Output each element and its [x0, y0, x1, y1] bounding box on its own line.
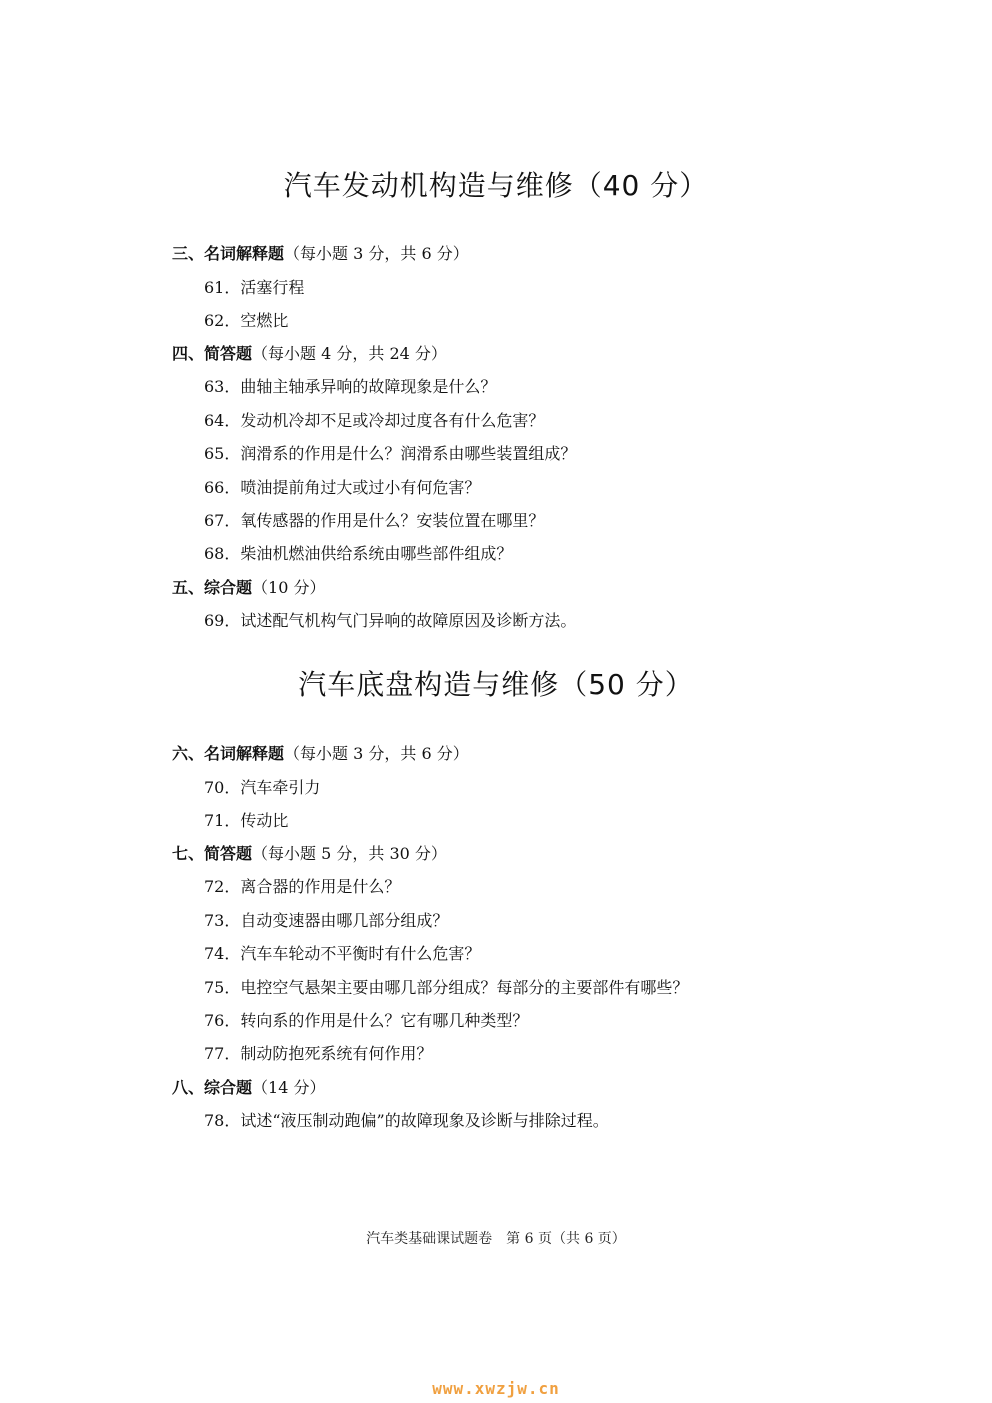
question-74: 74．汽车车轮动不平衡时有什么危害？ [204, 944, 481, 963]
question-65: 65．润滑系的作用是什么？润滑系由哪些装置组成？ [204, 444, 577, 463]
question-62: 62．空燃比 [204, 311, 289, 330]
section-title-chassis: 汽车底盘构造与维修（50 分） [298, 668, 694, 701]
question-70: 70．汽车牵引力 [204, 778, 321, 797]
group-note: （每小题 3 分，共 6 分） [284, 244, 469, 263]
group-label: 三、名词解释题 [172, 244, 285, 263]
group-label: 五、综合题 [172, 578, 253, 597]
group-heading-3 [172, 241, 469, 264]
page-footer: 汽车类基础课试题卷 第 6 页（共 6 页） [366, 1231, 626, 1247]
group-heading-5 [172, 575, 325, 598]
group-note: （每小题 5 分，共 30 分） [252, 844, 447, 863]
group-heading-8 [172, 1075, 325, 1098]
group-heading-7 [172, 841, 447, 864]
group-note: （每小题 4 分，共 24 分） [252, 344, 447, 363]
section-title-engine: 汽车发动机构造与维修（40 分） [283, 169, 709, 202]
group-note: （14 分） [252, 1078, 326, 1097]
group-note: （每小题 3 分，共 6 分） [284, 744, 469, 763]
question-72: 72．离合器的作用是什么？ [204, 877, 401, 896]
question-63: 63．曲轴主轴承异响的故障现象是什么？ [204, 377, 497, 396]
question-76: 76．转向系的作用是什么？它有哪几种类型？ [204, 1011, 529, 1030]
group-label: 八、综合题 [172, 1078, 253, 1097]
question-64: 64．发动机冷却不足或冷却过度各有什么危害？ [204, 411, 545, 430]
question-61: 61．活塞行程 [204, 278, 305, 297]
question-73: 73．自动变速器由哪几部分组成？ [204, 911, 449, 930]
question-69: 69．试述配气机构气门异响的故障原因及诊断方法。 [204, 611, 577, 630]
question-68: 68．柴油机燃油供给系统由哪些部件组成？ [204, 544, 513, 563]
group-label: 七、简答题 [172, 844, 253, 863]
question-77: 77．制动防抱死系统有何作用？ [204, 1044, 433, 1063]
group-label: 六、名词解释题 [172, 744, 285, 763]
question-78: 78．试述“液压制动跑偏”的故障现象及诊断与排除过程。 [204, 1111, 609, 1130]
site-watermark: www.xwzjw.cn [432, 1379, 560, 1398]
group-heading-6 [172, 741, 469, 764]
group-heading-4 [172, 341, 447, 364]
group-note: （10 分） [252, 578, 326, 597]
question-75: 75．电控空气悬架主要由哪几部分组成？每部分的主要部件有哪些？ [204, 978, 689, 997]
question-67: 67．氧传感器的作用是什么？安装位置在哪里？ [204, 511, 545, 530]
group-label: 四、简答题 [172, 344, 253, 363]
question-66: 66．喷油提前角过大或过小有何危害？ [204, 478, 481, 497]
question-71: 71．传动比 [204, 811, 289, 830]
